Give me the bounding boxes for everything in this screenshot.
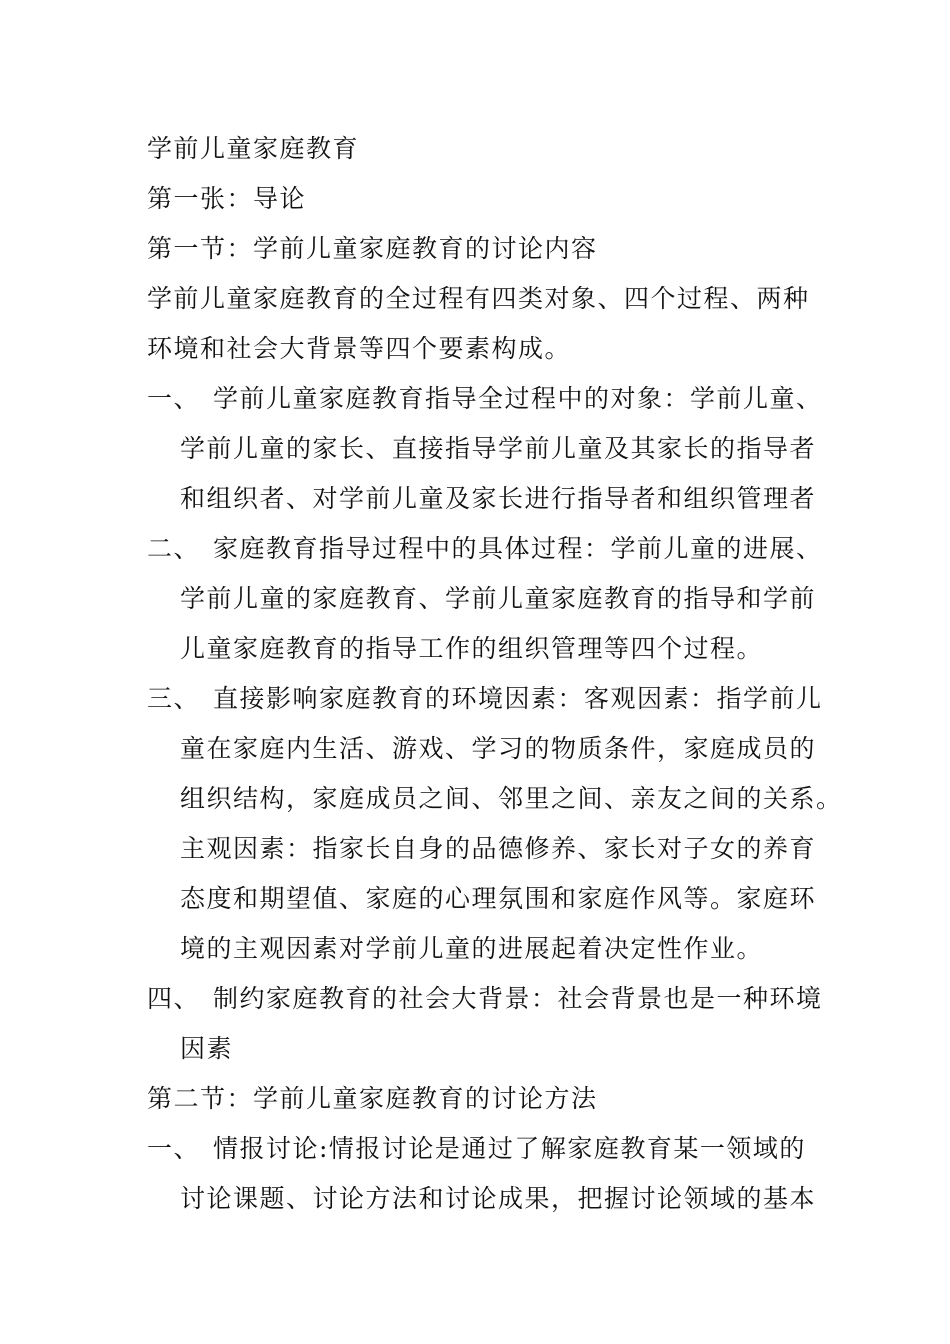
list-item-first-line (147, 974, 823, 1024)
list-number: 一、 (147, 384, 201, 413)
list-number: 三、 (147, 684, 201, 713)
list-item-continuation: 态度和期望值、家庭的心理氛围和家庭作风等。家庭环 (180, 884, 817, 913)
list-item-text: 直接影响家庭教育的环境因素：客观因素：指学前儿 (213, 684, 823, 713)
list-item-first-line (147, 674, 823, 724)
list-item-first-line (147, 1124, 806, 1174)
list-item-first-line (147, 524, 823, 574)
list-item-text: 家庭教育指导过程中的具体过程：学前儿童的进展、 (213, 534, 823, 563)
list-item-continuation: 组织结构，家庭成员之间、邻里之间、亲友之间的关系。 (180, 784, 843, 813)
list-item-text: 制约家庭教育的社会大背景：社会背景也是一种环境 (213, 984, 823, 1013)
list-item-text: 学前儿童家庭教育指导全过程中的对象：学前儿童、 (213, 384, 823, 413)
list-item-continuation: 因素 (180, 1034, 234, 1063)
list-item-continuation: 学前儿童的家长、直接指导学前儿童及其家长的指导者 (180, 434, 817, 463)
list-item-continuation: 主观因素：指家长自身的品德修养、家长对子女的养育 (180, 834, 817, 863)
list-number: 二、 (147, 534, 201, 563)
chapter-heading: 第一张：导论 (147, 184, 307, 213)
section-2-heading: 第二节：学前儿童家庭教育的讨论方法 (147, 1084, 598, 1113)
list-number: 一、 (147, 1134, 201, 1163)
list-item-continuation: 和组织者、对学前儿童及家长进行指导者和组织管理者 (180, 484, 817, 513)
list-item-continuation: 学前儿童的家庭教育、学前儿童家庭教育的指导和学前 (180, 584, 817, 613)
list-item-first-line (147, 374, 823, 424)
paragraph-line: 学前儿童家庭教育的全过程有四类对象、四个过程、两种 (147, 284, 810, 313)
list-item-continuation: 境的主观因素对学前儿童的进展起着决定性作业。 (180, 934, 764, 963)
document-title: 学前儿童家庭教育 (147, 134, 360, 163)
list-item-continuation: 儿童家庭教育的指导工作的组织管理等四个过程。 (180, 634, 764, 663)
section-1-heading: 第一节：学前儿童家庭教育的讨论内容 (147, 234, 598, 263)
list-item-continuation: 童在家庭内生活、游戏、学习的物质条件，家庭成员的 (180, 734, 817, 763)
list-item-continuation: 讨论课题、讨论方法和讨论成果，把握讨论领域的基本 (180, 1184, 817, 1213)
list-number: 四、 (147, 984, 201, 1013)
paragraph-line: 环境和社会大背景等四个要素构成。 (147, 334, 572, 363)
list-item-text: 情报讨论:情报讨论是通过了解家庭教育某一领域的 (213, 1134, 806, 1163)
